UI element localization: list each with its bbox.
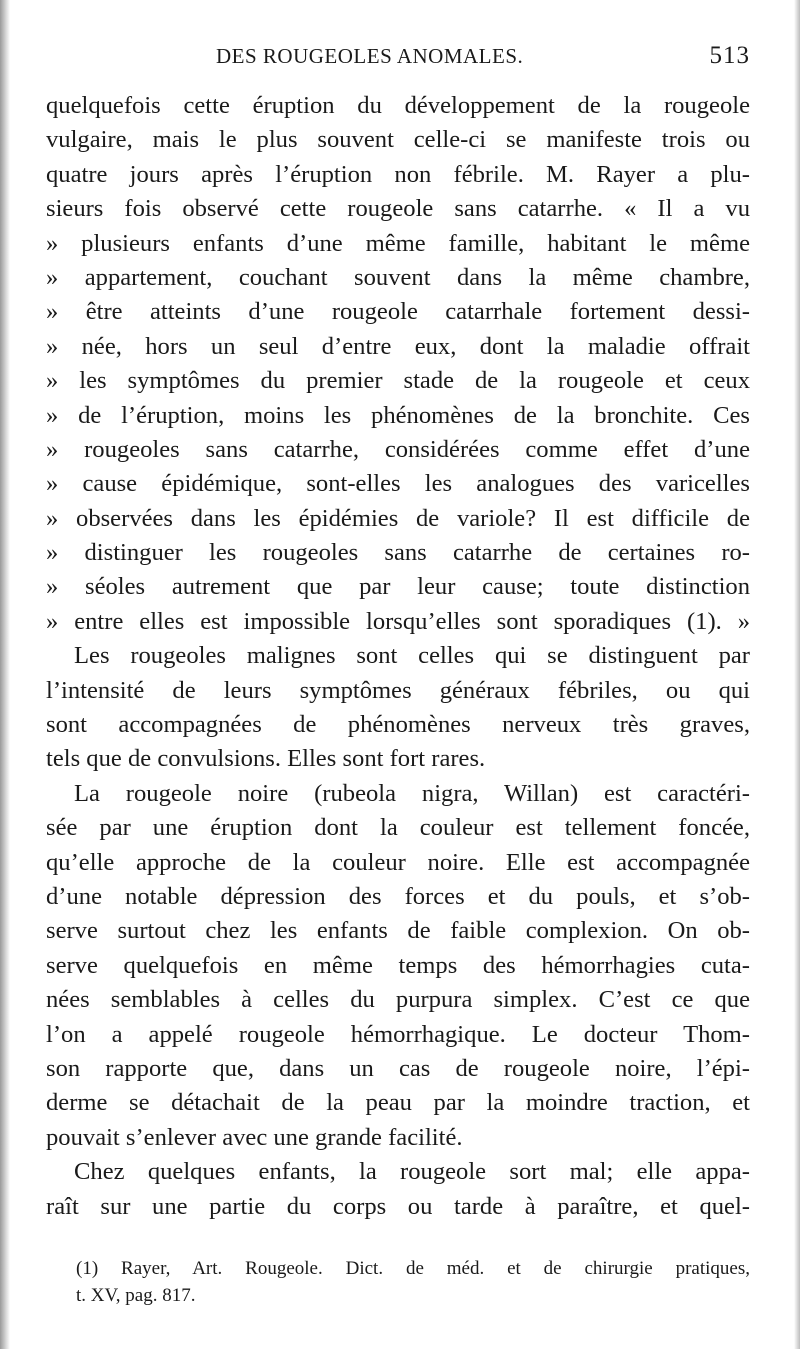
text-line: » entre elles est impossible lorsqu’elles sont sporadiques (1). » xyxy=(46,607,750,635)
text-line: nées semblables à celles du purpura simplex. C’est ce que xyxy=(46,986,750,1014)
footnote-line: (1) Rayer, Art. Rougeole. Dict. de méd. et de chirurgie pratiques, xyxy=(76,1258,750,1279)
text-line: Chez quelques enfants, la rougeole sort mal; elle appa- xyxy=(74,1158,750,1186)
text-line: » observées dans les épidémies de variole? Il est difficile de xyxy=(46,504,750,532)
page-left-edge-shadow xyxy=(0,0,10,1349)
text-line: » rougeoles sans catarrhe, considérées comme effet d’une xyxy=(46,435,750,463)
text-line: raît sur une partie du corps ou tarde à paraître, et quel- xyxy=(46,1192,750,1220)
text-line: tels que de convulsions. Elles sont fort rares. xyxy=(46,745,486,773)
page-header xyxy=(46,44,750,78)
text-line: l’intensité de leurs symptômes généraux fébriles, ou qui xyxy=(46,676,750,704)
text-line: l’on a appelé rougeole hémorrhagique. Le docteur Thom- xyxy=(46,1020,750,1048)
text-line: La rougeole noire (rubeola nigra, Willan) est caractéri- xyxy=(74,779,750,807)
footnotes xyxy=(76,1255,750,1309)
text-line: qu’elle approche de la couleur noire. Elle est accompagnée xyxy=(46,848,750,876)
text-line: » cause épidémique, sont-elles les analogues des varicelles xyxy=(46,470,750,498)
text-line: sieurs fois observé cette rougeole sans catarrhe. « Il a vu xyxy=(46,195,750,223)
text-line: d’une notable dépression des forces et du pouls, et s’ob- xyxy=(46,882,750,910)
text-line: » les symptômes du premier stade de la rougeole et ceux xyxy=(46,367,750,395)
text-line: son rapporte que, dans un cas de rougeole noire, l’épi- xyxy=(46,1054,750,1082)
body-text xyxy=(46,89,750,1224)
text-line: Les rougeoles malignes sont celles qui se distinguent par xyxy=(74,642,750,670)
text-line: vulgaire, mais le plus souvent celle-ci se manifeste trois ou xyxy=(46,126,750,154)
text-line: » de l’éruption, moins les phénomènes de la bronchite. Ces xyxy=(46,401,750,429)
text-line: pouvait s’enlever avec une grande facilité. xyxy=(46,1123,463,1151)
text-line: » plusieurs enfants d’une même famille, habitant le même xyxy=(46,229,750,257)
text-line: sont accompagnées de phénomènes nerveux très graves, xyxy=(46,711,750,739)
text-line: » séoles autrement que par leur cause; toute distinction xyxy=(46,573,750,601)
text-line: » être atteints d’une rougeole catarrhale fortement dessi- xyxy=(46,298,750,326)
text-line: quatre jours après l’éruption non fébrile. M. Rayer a plu- xyxy=(46,160,750,188)
text-line: » appartement, couchant souvent dans la même chambre, xyxy=(46,263,750,291)
text-line: » née, hors un seul d’entre eux, dont la maladie offrait xyxy=(46,332,750,360)
text-line: quelquefois cette éruption du développement de la rougeole xyxy=(46,92,750,119)
running-title: DES ROUGEOLES ANOMALES. xyxy=(216,44,524,68)
text-line: serve quelquefois en même temps des hémorrhagies cuta- xyxy=(46,951,750,979)
text-line: sée par une éruption dont la couleur est tellement foncée, xyxy=(46,814,750,842)
text-line: derme se détachait de la peau par la moindre traction, et xyxy=(46,1089,750,1117)
text-line: » distinguer les rougeoles sans catarrhe de certaines ro- xyxy=(46,539,750,567)
text-line: serve surtout chez les enfants de faible complexion. On ob- xyxy=(46,917,750,945)
page-right-edge-shadow xyxy=(794,0,800,1349)
page-number: 513 xyxy=(709,42,750,69)
footnote-line: t. XV, pag. 817. xyxy=(76,1285,196,1306)
